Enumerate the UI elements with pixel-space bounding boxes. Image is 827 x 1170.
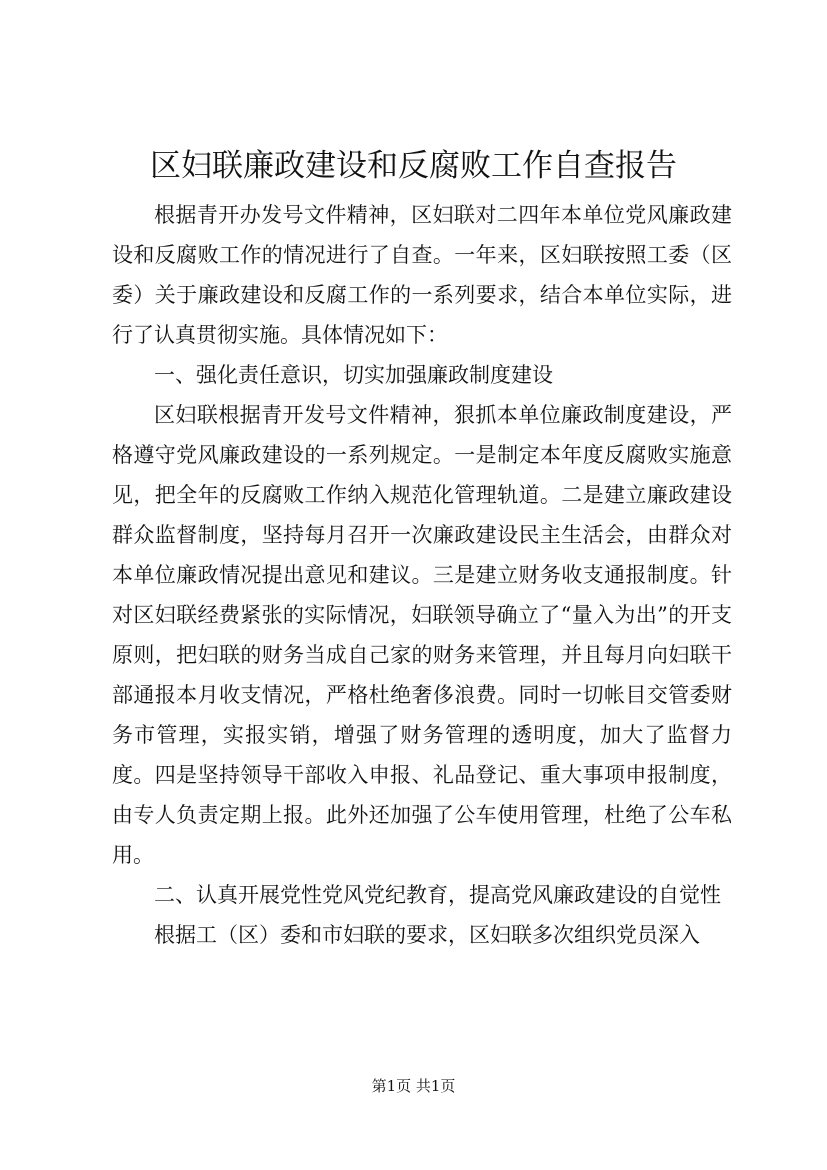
document-body — [112, 195, 732, 955]
section-heading-2: 二、认真开展党性党风党纪教育，提高党风廉政建设的自觉性 — [154, 883, 721, 907]
paragraph-intro: 根据青开办发号文件精神，区妇联对二四年本单位党风廉政建设和反腐败工作的情况进行了自查。一年来，区妇联按照工委（区委）关于廉政建设和反腐工作的一系列要求，结合本单位实际，进行了认真贯彻实施。具体情况如下： — [112, 203, 732, 347]
page-footer: 第1页 共1页 — [371, 1077, 456, 1095]
paragraph-section-2: 根据工（区）委和市妇联的要求，区妇联多次组织党员深入 — [154, 923, 700, 947]
paragraph-section-1: 区妇联根据青开发号文件精神，狠抓本单位廉政制度建设，严格遵守党风廉政建设的一系列规定。一是制定本年度反腐败实施意见，把全年的反腐败工作纳入规范化管理轨道。二是建立廉政建设群众监督制度，坚持每月召开一次廉政建设民主生活会，由群众对本单位廉政情况提出意见和建议。三是建立财务收支通报制度。针对区妇联经费紧张的实际情况，妇联领导确立了“量入为出”的开支原则，把妇联的财务当成自己家的财务来管理，并且每月向妇联干部通报本月收支情况，严格杜绝奢侈浪费。同时一切帐目交管委财务市管理，实报实销，增强了财务管理的透明度，加大了监督力度。四是坚持领导干部收入申报、礼品登记、重大事项申报制度，由专人负责定期上报。此外还加强了公车使用管理，杜绝了公车私用。 — [112, 403, 732, 867]
document-title: 区妇联廉政建设和反腐败工作自查报告 — [150, 148, 677, 184]
section-heading-1: 一、强化责任意识，切实加强廉政制度建设 — [154, 363, 553, 387]
